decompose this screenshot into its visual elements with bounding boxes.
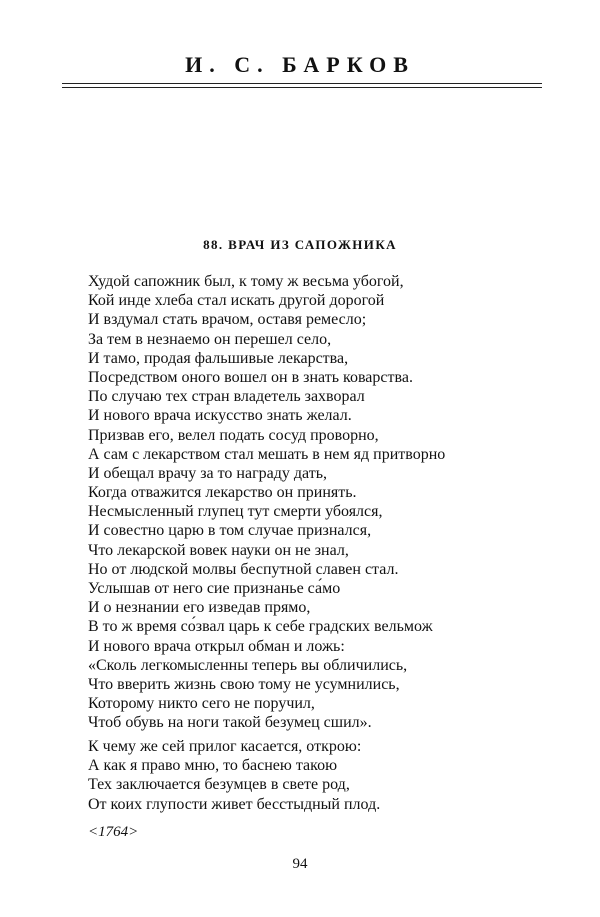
poem-line: Но от людской молвы беспутной славен стал.: [88, 560, 399, 578]
poem-line: Тех заключается безумцев в свете род,: [88, 776, 350, 794]
poem-line: И вздумал стать врачом, оставя ремесло;: [88, 311, 367, 329]
poem-line: К чему же сей прилог касается, открою:: [88, 738, 362, 755]
poem-stanza-1: [88, 272, 445, 733]
poem-line: И обещал врачу за то награду дать,: [88, 464, 327, 482]
poem-line: И нового врача искусство знать желал.: [88, 407, 352, 425]
poem-line: По случаю тех стран владетель захворал: [88, 388, 365, 406]
poem-line: И о незнании его изведав прямо,: [88, 599, 311, 617]
poem-line: И нового врача открыл обман и ложь:: [88, 637, 345, 655]
running-header-author: И. С. БАРКОВ: [185, 52, 415, 77]
poem-line: И тамо, продая фальшивые лекарства,: [88, 349, 349, 367]
poem-line: Посредством оного вошел он в знать коварства.: [88, 368, 413, 386]
poem-stanza-2: [88, 737, 380, 814]
poem-line: Кой инде хлеба стал искать другой дорогой: [88, 292, 385, 310]
poem-line: В то ж время со́звал царь к себе градских вельмож: [88, 618, 433, 636]
poem-line: Чтоб обувь на ноги такой безумец сшил».: [88, 714, 372, 732]
poem-line: Призвав его, велел подать сосуд проворно,: [88, 426, 379, 444]
poem-line: «Сколь легкомысленны теперь вы обличились,: [88, 656, 408, 674]
poem-line: Что лекарской вовек науки он не знал,: [88, 541, 349, 559]
poem-date: <1764>: [88, 824, 139, 840]
poem-line: Несмысленный глупец тут смерти убоялся,: [88, 503, 383, 521]
poem-line: А как я право мню, то баснею такою: [88, 757, 338, 775]
poem-line: Услышав от него сие признанье са́мо: [88, 580, 341, 597]
poem-line: А сам с лекарством стал мешать в нем яд притворно: [88, 445, 446, 463]
poem-line: Которому никто сего не поручил,: [88, 695, 315, 713]
poem-title: 88. ВРАЧ ИЗ САПОЖНИКА: [203, 237, 397, 252]
header-rule-thick: [62, 83, 542, 84]
poem-line: За тем в незнаемо он перешел село,: [88, 330, 332, 348]
poem-line: И совестно царю в том случае признался,: [88, 522, 372, 540]
poem-line: От коих глупости живет бесстыдный плод.: [88, 795, 381, 813]
poem-line: Когда отважится лекарство он принять.: [88, 484, 357, 502]
poem-line: Что вверить жизнь свою тому не усумнились,: [88, 675, 400, 693]
page-number: 94: [292, 856, 308, 872]
poem-line: Худой сапожник был, к тому ж весьма убогой,: [88, 273, 404, 290]
header-rule-thin: [62, 87, 542, 88]
